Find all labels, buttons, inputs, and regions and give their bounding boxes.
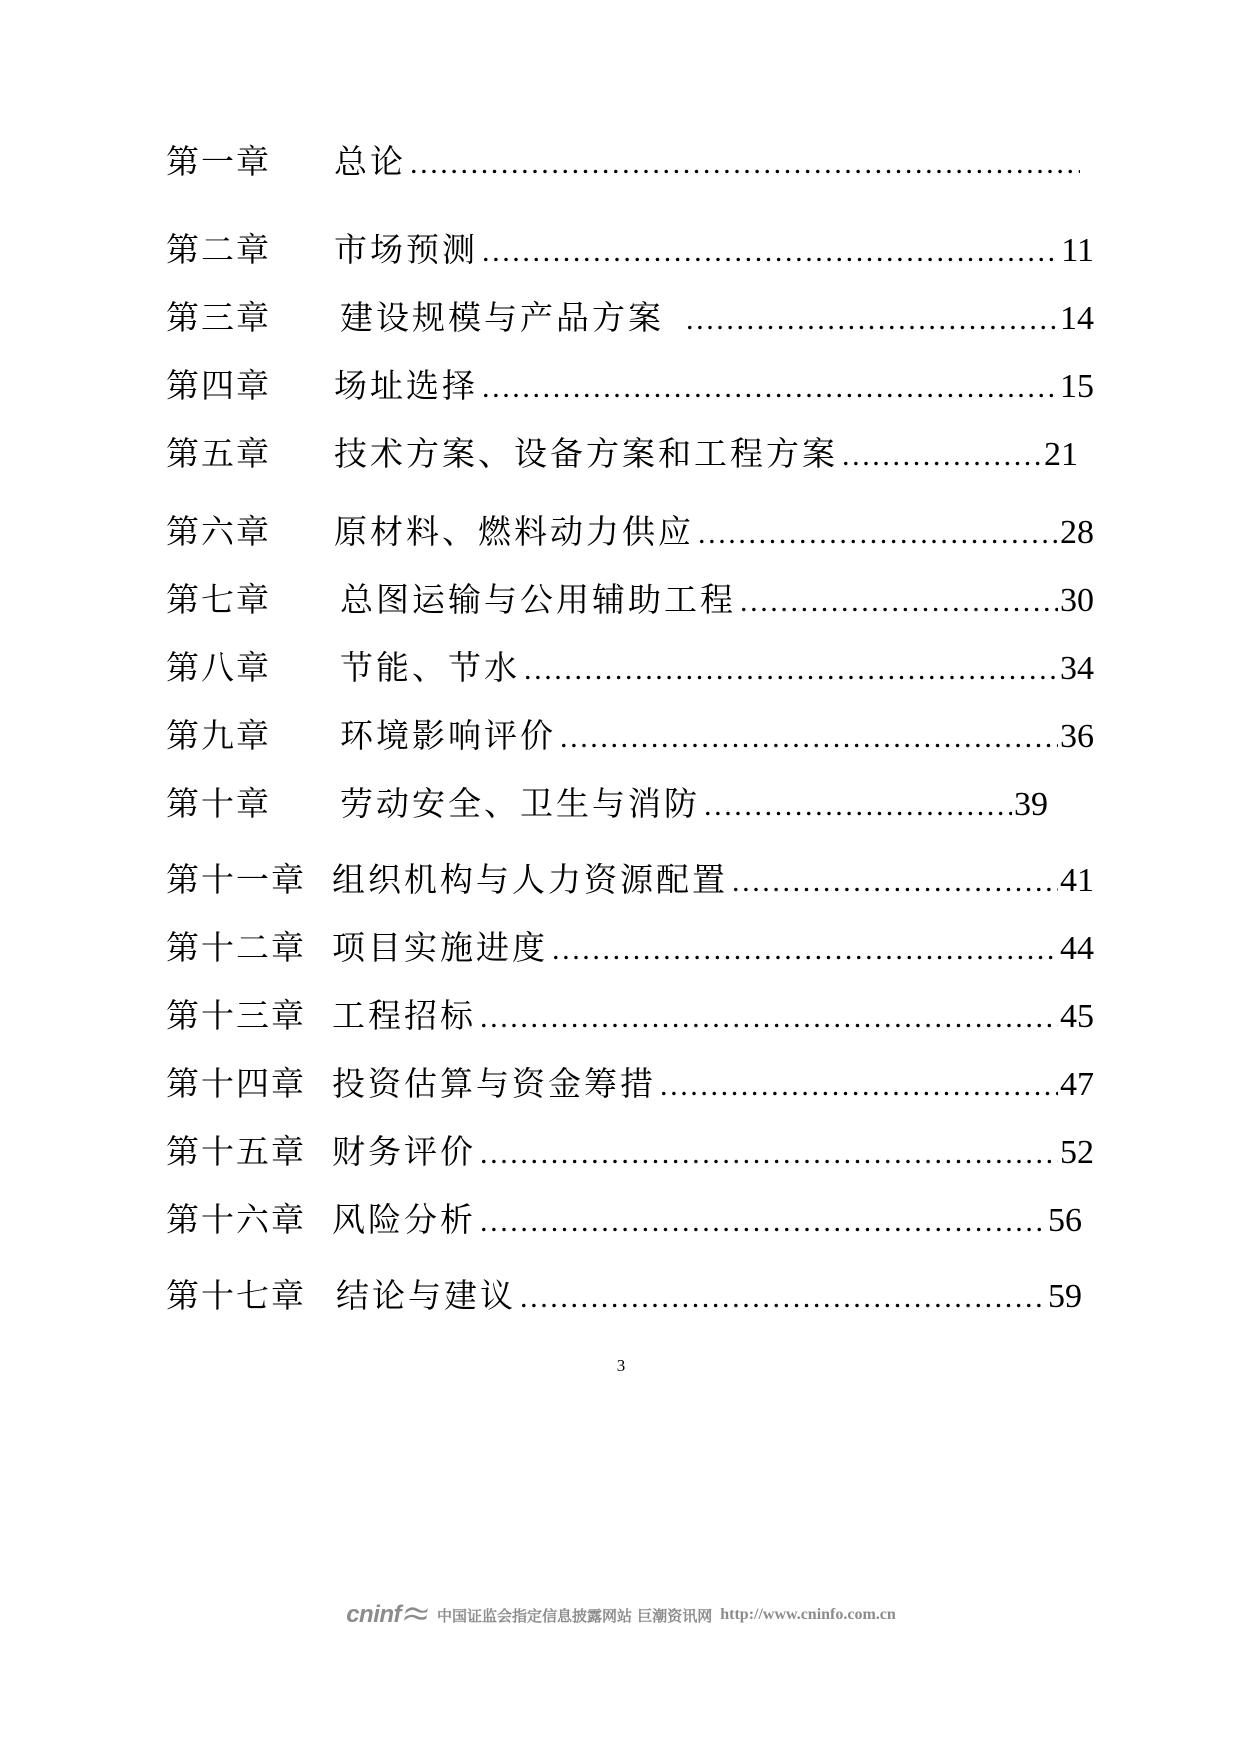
chapter-label: 第十一章 (166, 860, 306, 899)
toc-entry (166, 780, 1048, 828)
dot-leader (698, 510, 1058, 556)
chapter-label: 第十五章 (166, 1132, 306, 1171)
toc-entry (166, 1196, 1082, 1244)
chapter-title: 总论 (334, 142, 406, 181)
chapter-title: 劳动安全、卫生与消防 (340, 784, 700, 823)
toc-entry (166, 138, 1082, 186)
logo-text: cninf (346, 1601, 402, 1628)
page-number: 11 (1061, 232, 1094, 269)
page-number: 14 (1060, 300, 1094, 337)
page-number: 28 (1060, 514, 1094, 551)
toc-entry (166, 712, 1094, 760)
dot-leader (482, 228, 1059, 274)
chapter-title: 环境影响评价 (340, 716, 556, 755)
toc-entry (166, 992, 1094, 1040)
dot-leader (480, 1198, 1046, 1244)
page-number: 52 (1060, 1134, 1094, 1171)
page-number-footer: 3 (616, 1356, 626, 1375)
chapter-title: 风险分析 (332, 1200, 476, 1239)
chapter-title: 场址选择 (334, 366, 478, 405)
dot-leader (740, 578, 1058, 624)
chapter-title: 技术方案、设备方案和工程方案 (334, 434, 838, 473)
chapter-title: 项目实施进度 (332, 928, 548, 967)
chapter-title: 组织机构与人力资源配置 (332, 860, 728, 899)
cninfo-wave-icon (403, 1604, 429, 1626)
page-number: 41 (1060, 862, 1094, 899)
chapter-label: 第九章 (166, 716, 271, 755)
toc-entry (166, 294, 1094, 342)
toc-entry (166, 508, 1094, 556)
dot-leader (480, 1130, 1058, 1176)
chapter-label: 第十章 (166, 784, 271, 823)
site-name: 中国证监会指定信息披露网站 巨潮资讯网 (437, 1606, 713, 1625)
dot-leader (524, 646, 1058, 692)
chapter-title: 结论与建议 (336, 1276, 516, 1315)
dot-leader (520, 1274, 1046, 1320)
toc-entry (166, 924, 1094, 972)
chapter-label: 第三章 (166, 298, 271, 337)
chapter-label: 第七章 (166, 580, 271, 619)
site-url[interactable]: http://www.cninfo.com.cn (720, 1606, 896, 1623)
chapter-label: 第一章 (166, 142, 271, 181)
page-number: 45 (1060, 998, 1094, 1035)
chapter-title: 原材料、燃料动力供应 (334, 512, 694, 551)
dot-leader (480, 994, 1058, 1040)
chapter-label: 第四章 (166, 366, 271, 405)
toc-entry (166, 430, 1078, 478)
chapter-label: 第五章 (166, 434, 271, 473)
chapter-label: 第六章 (166, 512, 271, 551)
toc-entry (166, 362, 1094, 410)
page-number: 44 (1060, 930, 1094, 967)
page-number: 47 (1060, 1066, 1094, 1103)
toc-entry (166, 226, 1094, 274)
dot-leader (552, 926, 1058, 972)
page-number: 59 (1048, 1278, 1082, 1315)
dot-leader (732, 858, 1058, 904)
page-number: 30 (1060, 582, 1094, 619)
cninfo-logo (346, 1601, 429, 1629)
chapter-title: 投资估算与资金筹措 (332, 1064, 656, 1103)
toc-entry (166, 1272, 1082, 1320)
site-footer (0, 1600, 1242, 1630)
toc-entry (166, 856, 1094, 904)
toc-entry (166, 1128, 1094, 1176)
chapter-label: 第十四章 (166, 1064, 306, 1103)
chapter-label: 第十二章 (166, 928, 306, 967)
dot-leader (704, 782, 1012, 828)
chapter-title: 财务评价 (332, 1132, 476, 1171)
chapter-label: 第十三章 (166, 996, 306, 1035)
page-number: 39 (1014, 786, 1048, 823)
dot-leader (686, 296, 1058, 342)
dot-leader (560, 714, 1058, 760)
dot-leader (482, 364, 1058, 410)
chapter-label: 第二章 (166, 230, 271, 269)
chapter-title: 建设规模与产品方案 (340, 298, 664, 337)
dot-leader (660, 1062, 1058, 1108)
chapter-label: 第十七章 (166, 1276, 306, 1315)
page-number: 56 (1048, 1202, 1082, 1239)
page-number: 21 (1044, 436, 1078, 473)
toc-entry (166, 576, 1094, 624)
toc-entry (166, 1060, 1094, 1108)
toc-entry (166, 644, 1094, 692)
chapter-title: 工程招标 (332, 996, 476, 1035)
page-number: 36 (1060, 718, 1094, 755)
dot-leader (842, 432, 1042, 478)
dot-leader (410, 140, 1080, 186)
chapter-title: 市场预测 (334, 230, 478, 269)
chapter-label: 第八章 (166, 648, 271, 687)
page-number: 34 (1060, 650, 1094, 687)
chapter-title: 节能、节水 (340, 648, 520, 687)
page-number: 15 (1060, 368, 1094, 405)
chapter-title: 总图运输与公用辅助工程 (340, 580, 736, 619)
chapter-label: 第十六章 (166, 1200, 306, 1239)
